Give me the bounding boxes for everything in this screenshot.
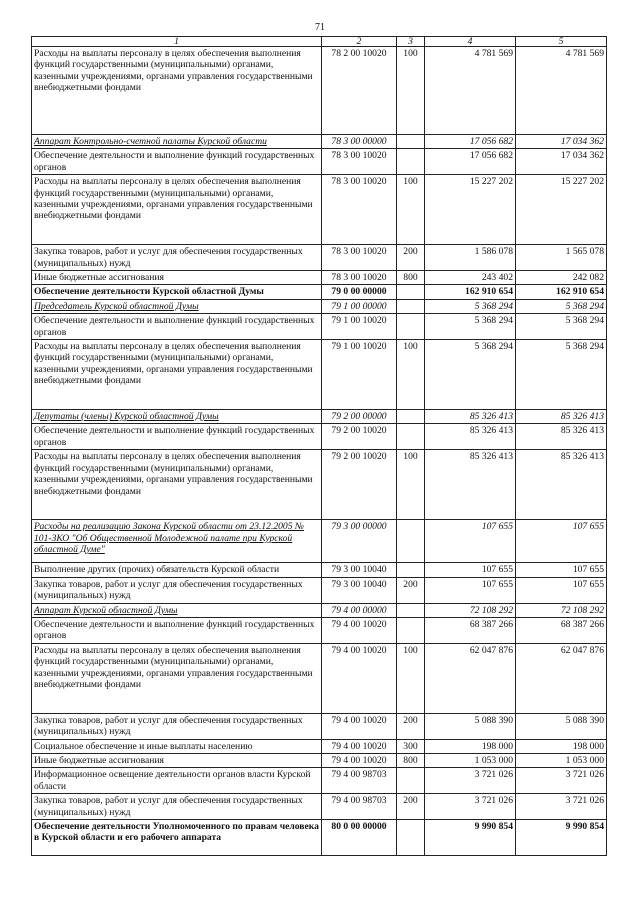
row-amount-2-cell: 162 910 654 [516, 285, 607, 299]
row-amount-2-cell: 107 655 [516, 520, 607, 563]
budget-table [31, 36, 607, 856]
row-name-cell: Иные бюджетные ассигнования [32, 753, 322, 767]
row-amount-2-cell: 5 368 294 [516, 340, 607, 410]
row-amount-2-cell: 68 387 266 [516, 617, 607, 643]
row-amount-cell: 17 056 682 [425, 149, 516, 175]
row-expense-type-cell [397, 135, 425, 149]
row-amount-cell: 162 910 654 [425, 285, 516, 299]
row-code-cell: 79 4 00 98703 [322, 794, 397, 820]
table-row [32, 603, 607, 617]
row-name-cell: Обеспечение деятельности Уполномоченного по правам человека в Курской области и его рабочего аппарата [32, 819, 322, 855]
row-name-cell: Закупка товаров, работ и услуг для обеспечения государственных (муниципальных) нужд [32, 245, 322, 271]
row-amount-cell: 3 721 026 [425, 794, 516, 820]
row-expense-type-cell [397, 617, 425, 643]
table-row [32, 563, 607, 577]
table-row [32, 753, 607, 767]
row-amount-2-cell: 3 721 026 [516, 768, 607, 794]
row-amount-cell: 68 387 266 [425, 617, 516, 643]
row-expense-type-cell [397, 285, 425, 299]
row-name-cell: Расходы на реализацию Закона Курской области от 23.12.2005 № 101-ЗКО "Об Общественной Молодежной палате при Курской областной Думе" [32, 520, 322, 563]
row-amount-2-cell: 85 326 413 [516, 450, 607, 520]
row-expense-type-cell: 800 [397, 271, 425, 285]
row-amount-2-cell: 5 088 390 [516, 713, 607, 739]
table-row [32, 819, 607, 855]
row-name-cell: Иные бюджетные ассигнования [32, 271, 322, 285]
row-name-cell: Расходы на выплаты персоналу в целях обеспечения выполнения функций государственными (муниципальными) органами, казенными учреждениями, органами управления государственными внебюджетными фондами [32, 643, 322, 713]
row-amount-2-cell: 4 781 569 [516, 47, 607, 135]
table-row [32, 768, 607, 794]
row-code-cell: 78 3 00 10020 [322, 175, 397, 245]
row-code-cell: 79 2 00 10020 [322, 424, 397, 450]
row-code-cell: 79 0 00 00000 [322, 285, 397, 299]
row-expense-type-cell: 200 [397, 794, 425, 820]
row-amount-cell: 1 586 078 [425, 245, 516, 271]
table-row [32, 617, 607, 643]
table-row [32, 271, 607, 285]
table-row [32, 47, 607, 135]
row-code-cell: 78 3 00 10020 [322, 149, 397, 175]
row-amount-2-cell: 5 368 294 [516, 314, 607, 340]
table-row [32, 340, 607, 410]
header-cell: 2 [322, 37, 397, 47]
row-amount-cell: 5 368 294 [425, 314, 516, 340]
row-expense-type-cell [397, 149, 425, 175]
header-cell: 5 [516, 37, 607, 47]
row-name-cell: Социальное обеспечение и иные выплаты населению [32, 739, 322, 753]
table-header-row [32, 37, 607, 47]
row-expense-type-cell [397, 768, 425, 794]
row-amount-2-cell: 85 326 413 [516, 410, 607, 424]
row-amount-cell: 107 655 [425, 520, 516, 563]
row-amount-2-cell: 15 227 202 [516, 175, 607, 245]
row-amount-cell: 198 000 [425, 739, 516, 753]
row-expense-type-cell [397, 424, 425, 450]
row-code-cell: 79 4 00 00000 [322, 603, 397, 617]
row-name-cell: Выполнение других (прочих) обязательств Курской области [32, 563, 322, 577]
row-amount-2-cell: 62 047 876 [516, 643, 607, 713]
row-name-cell: Обеспечение деятельности Курской областной Думы [32, 285, 322, 299]
row-name-cell: Закупка товаров, работ и услуг для обеспечения государственных (муниципальных) нужд [32, 713, 322, 739]
row-amount-cell: 62 047 876 [425, 643, 516, 713]
row-code-cell: 78 3 00 10020 [322, 245, 397, 271]
row-code-cell: 79 3 00 10040 [322, 577, 397, 603]
row-amount-cell: 72 108 292 [425, 603, 516, 617]
row-amount-2-cell: 242 082 [516, 271, 607, 285]
row-expense-type-cell: 100 [397, 47, 425, 135]
row-expense-type-cell: 100 [397, 450, 425, 520]
row-name-cell: Аппарат Курской областной Думы [32, 603, 322, 617]
row-amount-2-cell: 107 655 [516, 563, 607, 577]
row-amount-2-cell: 9 990 854 [516, 819, 607, 855]
row-expense-type-cell [397, 520, 425, 563]
row-expense-type-cell: 100 [397, 643, 425, 713]
row-code-cell: 79 4 00 10020 [322, 753, 397, 767]
row-amount-2-cell: 3 721 026 [516, 794, 607, 820]
row-expense-type-cell: 200 [397, 713, 425, 739]
row-amount-cell: 4 781 569 [425, 47, 516, 135]
row-amount-cell: 85 326 413 [425, 424, 516, 450]
row-code-cell: 79 4 00 10020 [322, 617, 397, 643]
table-row [32, 175, 607, 245]
table-row [32, 794, 607, 820]
row-expense-type-cell: 200 [397, 245, 425, 271]
header-cell: 1 [32, 37, 322, 47]
row-name-cell: Расходы на выплаты персоналу в целях обеспечения выполнения функций государственными (муниципальными) органами, казенными учреждениями, органами управления государственными внебюджетными фондами [32, 47, 322, 135]
row-amount-2-cell: 198 000 [516, 739, 607, 753]
row-amount-cell: 15 227 202 [425, 175, 516, 245]
row-amount-cell: 85 326 413 [425, 450, 516, 520]
table-row [32, 149, 607, 175]
row-expense-type-cell [397, 819, 425, 855]
row-code-cell: 79 3 00 10040 [322, 563, 397, 577]
row-name-cell: Расходы на выплаты персоналу в целях обеспечения выполнения функций государственными (муниципальными) органами, казенными учреждениями, органами управления государственными внебюджетными фондами [32, 450, 322, 520]
row-amount-cell: 17 056 682 [425, 135, 516, 149]
row-amount-2-cell: 17 034 362 [516, 135, 607, 149]
row-amount-cell: 107 655 [425, 563, 516, 577]
table-row [32, 520, 607, 563]
table-row [32, 577, 607, 603]
row-amount-2-cell: 1 565 078 [516, 245, 607, 271]
row-name-cell: Аппарат Контрольно-счетной палаты Курской области [32, 135, 322, 149]
row-code-cell: 78 3 00 10020 [322, 271, 397, 285]
row-code-cell: 79 2 00 10020 [322, 450, 397, 520]
row-expense-type-cell: 300 [397, 739, 425, 753]
row-expense-type-cell: 800 [397, 753, 425, 767]
row-amount-cell: 85 326 413 [425, 410, 516, 424]
row-expense-type-cell [397, 603, 425, 617]
row-name-cell: Закупка товаров, работ и услуг для обеспечения государственных (муниципальных) нужд [32, 794, 322, 820]
row-code-cell: 79 1 00 10020 [322, 340, 397, 410]
row-amount-cell: 3 721 026 [425, 768, 516, 794]
row-amount-2-cell: 85 326 413 [516, 424, 607, 450]
header-cell: 3 [397, 37, 425, 47]
row-code-cell: 78 2 00 10020 [322, 47, 397, 135]
row-name-cell: Расходы на выплаты персоналу в целях обеспечения выполнения функций государственными (муниципальными) органами, казенными учреждениями, органами управления государственными внебюджетными фондами [32, 340, 322, 410]
row-code-cell: 79 4 00 10020 [322, 643, 397, 713]
row-amount-cell: 5 368 294 [425, 340, 516, 410]
row-amount-cell: 107 655 [425, 577, 516, 603]
row-code-cell: 79 4 00 10020 [322, 739, 397, 753]
table-row [32, 450, 607, 520]
table-row [32, 245, 607, 271]
row-code-cell: 79 2 00 00000 [322, 410, 397, 424]
row-expense-type-cell: 100 [397, 175, 425, 245]
table-row [32, 643, 607, 713]
row-amount-2-cell: 107 655 [516, 577, 607, 603]
row-amount-cell: 5 088 390 [425, 713, 516, 739]
row-code-cell: 79 1 00 10020 [322, 314, 397, 340]
header-cell: 4 [425, 37, 516, 47]
table-row [32, 713, 607, 739]
row-name-cell: Обеспечение деятельности и выполнение функций государственных органов [32, 314, 322, 340]
table-row [32, 135, 607, 149]
row-name-cell: Обеспечение деятельности и выполнение функций государственных органов [32, 149, 322, 175]
row-code-cell: 80 0 00 00000 [322, 819, 397, 855]
row-amount-cell: 5 368 294 [425, 299, 516, 313]
row-amount-2-cell: 17 034 362 [516, 149, 607, 175]
row-name-cell: Расходы на выплаты персоналу в целях обеспечения выполнения функций государственными (муниципальными) органами, казенными учреждениями, органами управления государственными внебюджетными фондами [32, 175, 322, 245]
table-row [32, 739, 607, 753]
row-amount-2-cell: 72 108 292 [516, 603, 607, 617]
row-code-cell: 78 3 00 00000 [322, 135, 397, 149]
row-name-cell: Обеспечение деятельности и выполнение функций государственных органов [32, 424, 322, 450]
row-expense-type-cell [397, 314, 425, 340]
row-expense-type-cell [397, 299, 425, 313]
row-amount-2-cell: 5 368 294 [516, 299, 607, 313]
row-amount-cell: 243 402 [425, 271, 516, 285]
row-expense-type-cell [397, 563, 425, 577]
row-name-cell: Депутаты (члены) Курской областной Думы [32, 410, 322, 424]
row-expense-type-cell: 200 [397, 577, 425, 603]
page-number: 71 [315, 22, 325, 33]
row-expense-type-cell [397, 410, 425, 424]
row-name-cell: Председатель Курской областной Думы [32, 299, 322, 313]
table-row [32, 314, 607, 340]
row-amount-2-cell: 1 053 000 [516, 753, 607, 767]
row-name-cell: Обеспечение деятельности и выполнение функций государственных органов [32, 617, 322, 643]
row-code-cell: 79 4 00 98703 [322, 768, 397, 794]
row-code-cell: 79 1 00 00000 [322, 299, 397, 313]
table-row [32, 410, 607, 424]
row-name-cell: Закупка товаров, работ и услуг для обеспечения государственных (муниципальных) нужд [32, 577, 322, 603]
table-row [32, 285, 607, 299]
row-code-cell: 79 3 00 00000 [322, 520, 397, 563]
table-row [32, 424, 607, 450]
row-amount-cell: 1 053 000 [425, 753, 516, 767]
row-amount-cell: 9 990 854 [425, 819, 516, 855]
row-code-cell: 79 4 00 10020 [322, 713, 397, 739]
row-name-cell: Информационное освещение деятельности органов власти Курской области [32, 768, 322, 794]
row-expense-type-cell: 100 [397, 340, 425, 410]
table-row [32, 299, 607, 313]
